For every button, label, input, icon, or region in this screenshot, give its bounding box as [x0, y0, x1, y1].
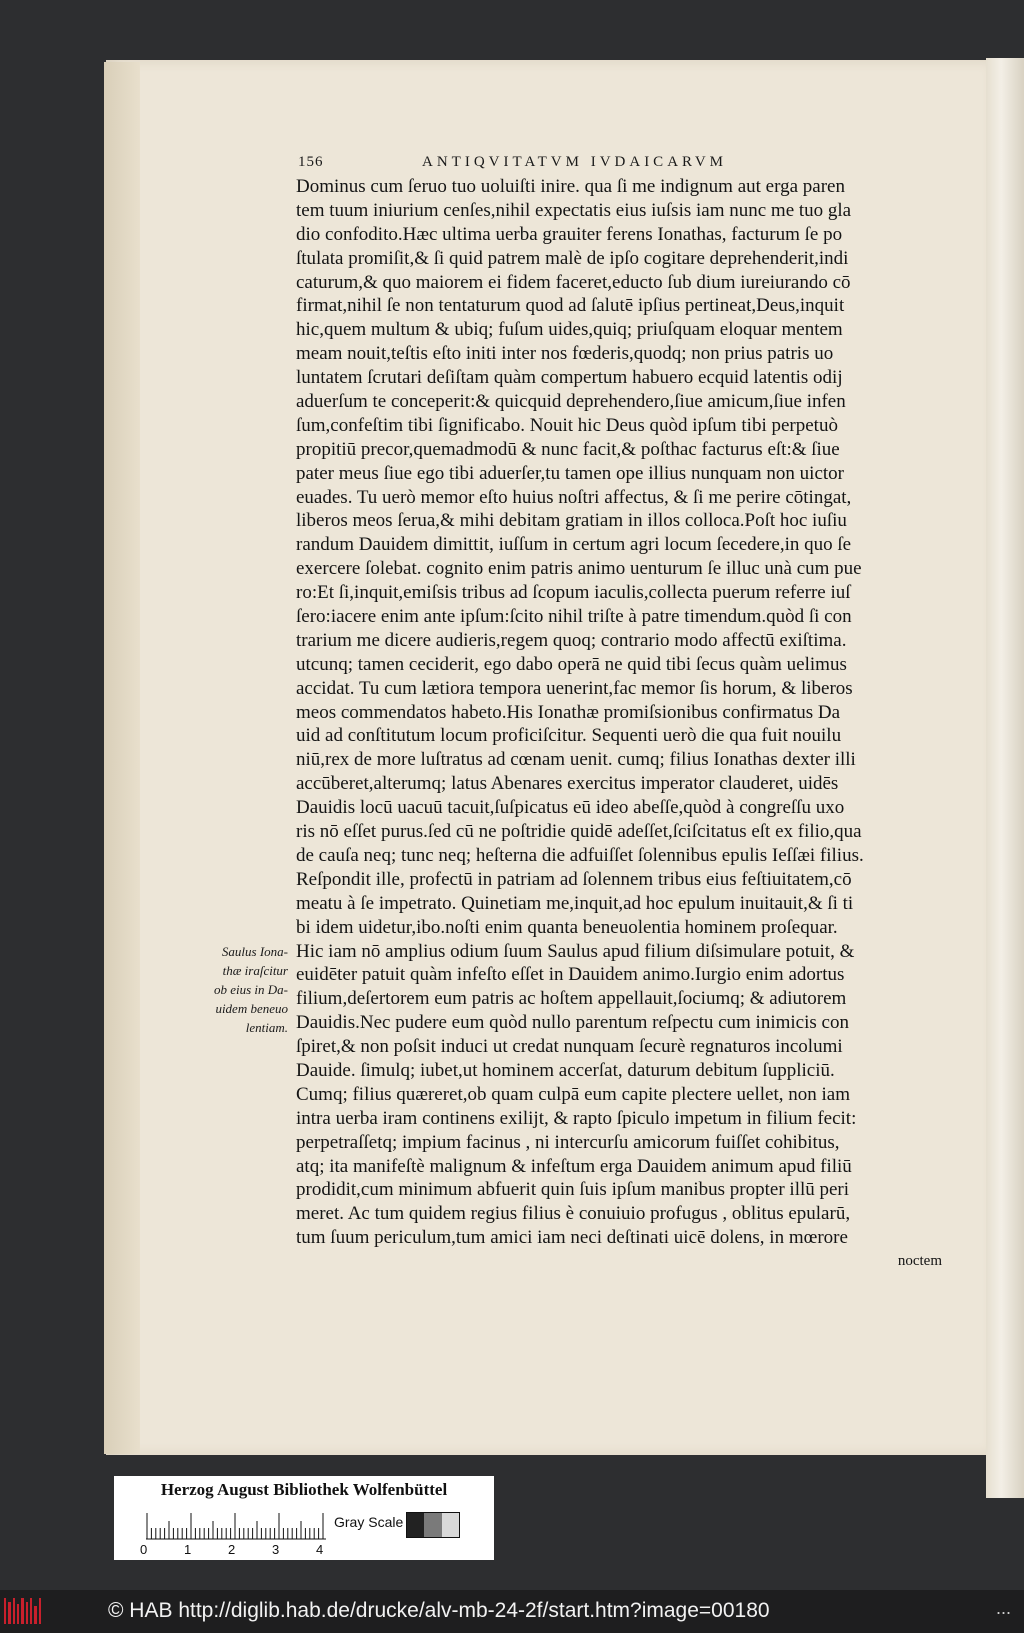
- text-line: luntatem ſcrutari deſiſtam quàm compertum habuero ecquid latentis odij: [296, 367, 843, 389]
- text-line: meos commendatos habeto.His Ionathæ promiſsionibus confirmatus Da: [296, 701, 841, 723]
- text-line: pater meus ſiue ego tibi aduerſer,tu tamen ope illius nunquam non uictor: [296, 462, 844, 484]
- text-line: utcunq; tamen ceciderit, ego dabo operā ne quid tibi ſecus quàm uelimus: [296, 653, 847, 675]
- text-line: exercere ſolebat. cognito enim patris animo uenturum ſe illuc unà cum pue: [296, 558, 862, 580]
- text-line: de cauſa neq; tunc neq; heſterna die adfuiſſet ſolennibus epulis Ieſſæi filius.: [296, 844, 864, 866]
- text-line: ſero:iacere enim ante ipſum:ſcito nihil triſte à patre timendum.quòd ſi con: [296, 606, 852, 628]
- text-line: randum Dauidem dimittit, iuſſum in certum agri locum ſecedere,in quo ſe: [296, 534, 852, 556]
- ruler-number: 4: [316, 1542, 324, 1557]
- text-line: firmat,nihil ſe non tentaturum quod ad ſalutē ipſius pertineat,Deus,inquit: [296, 295, 845, 317]
- source-url[interactable]: © HAB http://diglib.hab.de/drucke/alv-mb-24-2f/start.htm?image=00180: [108, 1599, 770, 1622]
- body-text: [296, 175, 942, 1274]
- text-line: meam nouit,teſtis eſto initi inter nos fœderis,quodq; non prius patris uo: [296, 343, 834, 365]
- text-line: meatu à ſe impetrato. Quinetiam me,inquit,ad hoc epulum inuitauit,& ſi ti: [296, 892, 854, 914]
- gray-swatch-dark: [407, 1513, 424, 1537]
- text-line: Cumq; filius quæreret,ob quam culpā eum capite plectere uellet, non iam: [296, 1083, 850, 1105]
- text-line: euidēter patuit quàm infeſto eſſet in Dauidem animo.Iurgio enim adortus: [296, 964, 845, 986]
- text-line: propitiū precor,quemadmodū & nunc facit,& poſthac facturus eſt:& ſiue: [296, 438, 840, 460]
- text-line: dio confodito.Hæc ultima uerba grauiter ferens Ionathas, facturum ſe po: [296, 223, 843, 245]
- text-line: uid ad conſtitutum locum proficiſcitur. Sequenti uerò die qua fuit nouilu: [296, 725, 842, 747]
- text-line: ris nō eſſet purus.ſed cū ne poſtridie quidē adeſſet,ſciſcitatus eſt ex filio,qua: [296, 821, 862, 843]
- text-line: filium,deſertorem eum patris ac hoſtem appellauit,ſociumq; & adiutorem: [296, 988, 847, 1010]
- text-line: euades. Tu uerò memor eſto huius noſtri affectus, & ſi me perire cōtingat,: [296, 486, 852, 508]
- marginal-note: [196, 942, 288, 1037]
- marginal-note-line: ob eius in Da-: [213, 982, 288, 997]
- text-line: atq; ita manifeſtè malignum & infeſtum erga Dauidem animum apud filiū: [296, 1155, 852, 1177]
- text-line: Dauide. ſimulq; iubet,ut hominem accerſat, daturum debitum ſuppliciū.: [296, 1059, 835, 1081]
- ruler-number: 0: [140, 1542, 148, 1557]
- text-line: liberos meos ſerua,& mihi debitam gratiam in illos colloca.Poſt hoc iuſiu: [296, 510, 847, 532]
- marginal-note-line: lentiam.: [245, 1020, 288, 1035]
- text-line: ſtulata promiſit,& ſi quid patrem malè de ipſo cogitare deprehenderit,indi: [296, 247, 849, 269]
- text-line: Dauidis locū uacuū tacuit,ſuſpicatus eū ideo abeſſe,quòd à congreſſu uxo: [296, 797, 845, 819]
- status-bar: [0, 1590, 1024, 1633]
- text-line: Reſpondit ille, profectū in patriam ad ſolennem tribus eius feſtiuitatem,cō: [296, 868, 852, 890]
- library-name: Herzog August Bibliothek Wolfenbüttel: [160, 1480, 448, 1499]
- ruler-numbers: [140, 1542, 350, 1558]
- text-line: tem tuum iniurium cenſes,nihil expectatis eius iuſsis iam nunc me tuo gla: [296, 199, 852, 221]
- text-line: ſum,confeſtim tibi ſignificabo. Nouit hic Deus quòd ipſum tibi perpetuò: [296, 414, 838, 436]
- text-line: niū,rex de more luſtratus ad cœnam uenit. cumq; filius Ionathas dexter illi: [296, 749, 856, 771]
- text-line: ro:Et ſi,inquit,emiſsis tribus ad ſcopum iaculis,collecta puerum referre iuſ: [296, 582, 851, 604]
- text-line: Dauidis.Nec pudere eum quòd nullo parentum reſpectu cum inimicis con: [296, 1012, 849, 1034]
- text-line: perpetraſſetq; impium facinus , ni intercurſu amicorum fuiſſet cohibitus,: [296, 1131, 840, 1153]
- marginal-note-line: Saulus Iona-: [221, 944, 288, 959]
- gray-swatch-light: [442, 1513, 459, 1537]
- text-line: meret. Ac tum quidem regius filius è conuiuio profugus , oblitus epularū,: [296, 1203, 851, 1225]
- ruler-number: 1: [184, 1542, 192, 1557]
- catchword: noctem: [897, 1253, 942, 1270]
- text-line: intra uerba iram continens exilijt, & rapto ſpiculo impetum in filium fecit:: [296, 1107, 857, 1129]
- hab-barcode-logo-icon: [0, 1596, 48, 1626]
- ruler-number: 2: [228, 1542, 236, 1557]
- text-line: accūberet,alterumq; latus Abenares exercitus imperator clauderet, uidēs: [296, 773, 839, 795]
- more-icon[interactable]: ...: [996, 1598, 1012, 1618]
- text-line: hic,quem multum & ubiq; fuſum uides,quiq; priuſquam eloquar mentem: [296, 319, 843, 341]
- text-line: Hic iam nō amplius odium ſuum Saulus apud filium diſsimulare potuit, &: [296, 940, 855, 962]
- text-line: Dominus cum ſeruo tuo uoluiſti inire. qua ſi me indignum aut erga paren: [296, 176, 845, 197]
- ruler-icon: [146, 1512, 326, 1540]
- page-gutter: [104, 62, 140, 1454]
- text-line: aduerſum te conceperit:& quicquid deprehendero,ſiue amicum,ſiue infen: [296, 391, 846, 413]
- gray-scale-label: Gray Scale: [334, 1514, 404, 1530]
- next-page-edge: [986, 58, 1024, 1498]
- marginal-note-line: uidem beneuo: [215, 1001, 288, 1016]
- gray-swatch-mid: [424, 1513, 441, 1537]
- marginal-note-line: thæ iraſcitur: [222, 963, 288, 978]
- running-head-title: ANTIQVITATVM IVDAICARVM: [422, 154, 727, 170]
- color-target-card: [114, 1476, 494, 1560]
- gray-scale-swatches: [406, 1512, 460, 1538]
- ruler-number: 3: [272, 1542, 280, 1557]
- text-line: ſpiret,& non poſsit induci ut credat nunquam ſecurè regnaturos incolumi: [296, 1036, 843, 1058]
- text-line: trarium me dicere audieris,regem quoq; contrario modo affectū exiſtima.: [296, 629, 847, 651]
- text-line: accidat. Tu cum lætiora tempora uenerint,fac memor ſis horum, & liberos: [296, 677, 853, 699]
- running-head: [298, 154, 938, 176]
- text-line: tum ſuum periculum,tum amici iam neci deſtinati uicē dolens, in mœrore: [296, 1227, 848, 1249]
- text-line: prodidit,cum minimum abfuerit quin ſuis ipſum manibus propter illū peri: [296, 1179, 850, 1201]
- text-line: bi idem uidetur,ibo.noſti enim quanta beneuolentia hominem proſequar.: [296, 916, 838, 938]
- page-number: 156: [298, 154, 324, 170]
- text-line: caturum,& quo maiorem ei fidem faceret,educto ſub dium iureiurando cō: [296, 271, 851, 293]
